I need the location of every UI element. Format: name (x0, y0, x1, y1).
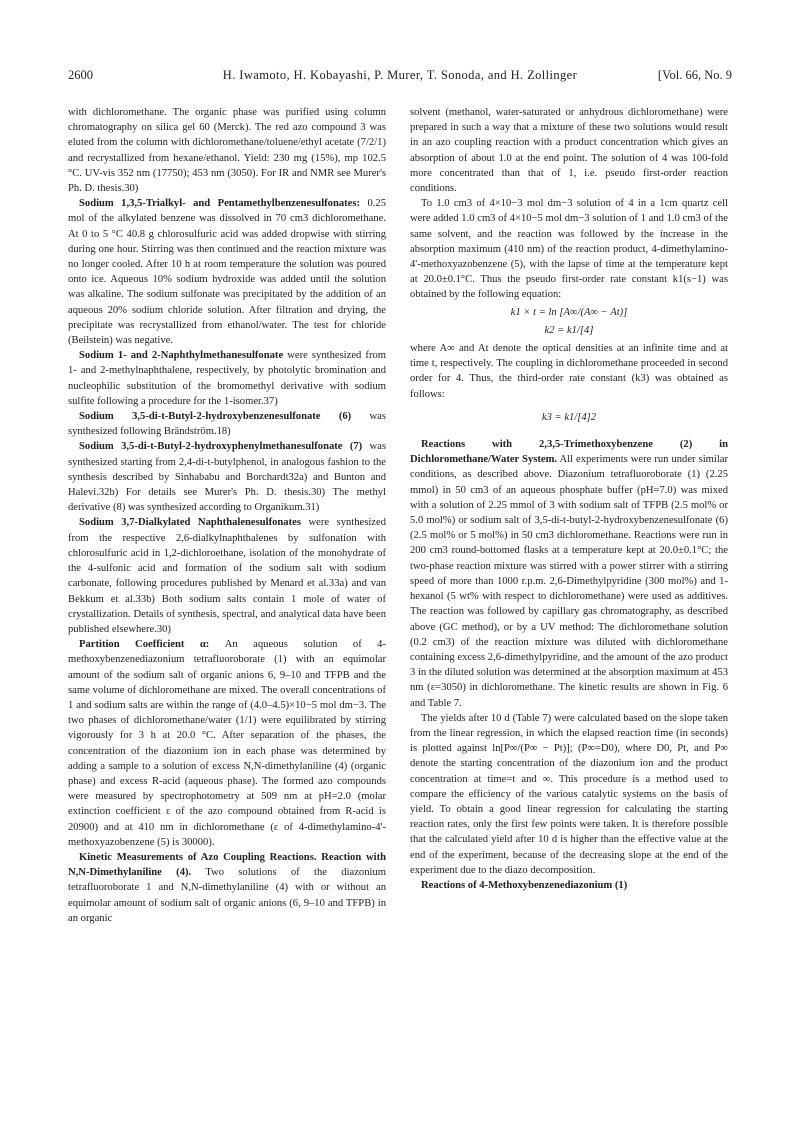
paragraph (68, 850, 386, 926)
section-heading: Kinetic Measurements of Azo Coupling Reactions. Reaction with N,N-Dimethylaniline (4). (68, 851, 386, 879)
paragraph (68, 348, 386, 409)
paragraph (68, 409, 386, 439)
equation: k1 × t = ln [A∞/(A∞ − At)] (510, 306, 628, 318)
equation: k3 = k1/[4]2 (541, 411, 597, 423)
left-column (68, 105, 386, 926)
paragraph (68, 515, 386, 637)
paragraph-body: was synthesized following Brändström.18) (68, 411, 386, 438)
paragraph (68, 439, 386, 515)
section-heading: Reactions with 2,3,5-Trimethoxybenzene (2) in Dichloromethane/Water System. (410, 439, 728, 466)
section-heading: Sodium 3,5-di-t-Butyl-2-hydroxybenzenesulfonate (6) (79, 411, 352, 423)
section-heading: Sodium 1- and 2-Naphthylmethanesulfonate (79, 350, 284, 362)
paragraph-body: were synthesized from 1- and 2-methylnaphthalene, respectively, by photolytic bromination and nucleophilic substitution of the bromomethyl derivative with sodium sulfite following a procedure for the 1-isomer.37) (68, 350, 387, 407)
paragraph-body: was synthesized starting from 2,4-di-t-butylphenol, in analogous fashion to the synthesis described by Sinhababu and Borchardt32a) and Bunton and Halevi.32b) For details see Murer's Ph. D. thesis.30) The methyl derivative (8) was synthesized according to Organikum.31) (68, 441, 387, 514)
paragraph (410, 437, 728, 711)
volume-label: [Vol. 66, No. 9 (657, 68, 732, 82)
section-heading: Sodium 3,5-di-t-Butyl-2-hydroxyphenylmethanesulfonate (7) (79, 441, 363, 453)
paragraph-body: were synthesized from the respective 2,6-dialkylnaphthalenes by sulfonation with chlorosulfuric acid in 1,2-dichloroethane, isolation of the monohydrate of the 4-sulfonic acid and formation of the sodium salt with sodium carbonate, following procedures published by Menard et al.33a) and van Bekkum et al.33b) Both sodium salts contain 1 mole of water of crystallization. Details of synthesis, spectral, and analytical data have been published elsewhere.30) (68, 517, 386, 635)
section-heading: Partition Coefficient α: (79, 639, 210, 651)
paragraph: solvent (methanol, water-saturated or anhydrous dichloromethane) were prepared in such a way that a mixture of these two solutions would result in an azo coupling reaction with a product concentration which gives an absorption of about 1.0 at the end point. The solution of 4 was 100-fold more concentrated than that of 1, i.e. pseudo first-order reaction conditions. (410, 107, 728, 195)
section-heading: Sodium 3,7-Dialkylated Naphthalenesulfonates (79, 517, 301, 529)
paragraph: where A∞ and At denote the optical densities at an infinite time and at time t, respectively. The coupling in dichloromethane proceeded in second order for 4. Thus, the third-order rate constant (k3) was obtained as follows: (410, 343, 728, 400)
paragraph-body: 0.25 mol of the alkylated benzene was dissolved in 70 cm3 dichloromethane. At 0 to 5 °C 40.8 g chlorosulfuric acid was added dropwise with stirring during one hour. Stirring was then continued and the reaction mixture was no longer cooled. After 10 h at room temperature the solution was poured onto ice. Aqueous 10% sodium hydroxide was added until the solution was alkaline. The sodium sulfonate was precipitated by the addition of an aqueous 20% sodium chloride solution. After filtration and drying, the precipitate was recrystallized from ethanol/water. The test for chloride (Beilstein) was negative. (68, 198, 387, 347)
running-head-authors: H. Iwamoto, H. Kobayashi, P. Murer, T. Sonoda, and H. Zollinger (222, 68, 578, 82)
paragraph (68, 196, 386, 348)
section-heading: Sodium 1,3,5-Trialkyl- and Pentamethylbenzenesulfonates: (79, 198, 361, 210)
paragraph: To 1.0 cm3 of 4×10−3 mol dm−3 solution of 4 in a 1cm quartz cell were added 1.0 cm3 of 4×10−5 mol dm−3 solution of 1 and 1.0 cm3 of the same solvent, and the reaction was followed by the increase in the absorption maximum (410 nm) of the reaction product, 4-dimethylamino-4'-methoxyazobenzene (5), with the lapse of time at the temperature kept at 20.0±0.1°C. Thus the pseudo first-order rate constant k1(s−1) was obtained by the following equation: (410, 198, 728, 301)
paragraph-body: All experiments were run under similar conditions, as described above. Diazonium tetrafluoroborate (1) (2.25 mmol) in 50 cm3 of an aqueous phosphate buffer (pH=7.0) was mixed with a solution of 2.25 mmol of 3 with sodium salt of TFPB (2.5 mol% or 5.0 mol%) or sodium salt of 3,5-di-t-butyl-2-hydroxybenzenesulfonate (6) (2.5 mol% or 5 mol%) in 50 cm3 dichloromethane. Reactions were run in 200 cm3 round-bottomed flasks at a temperature kept at 20.0±0.1°C; the two-phase reaction mixture was stirred with a power stirrer with a stirring speed of more than 1000 r.p.m. 2,6-Dimethylpyridine (300 mol%) and 1-hexanol (5 wt% with respect to dichloromethane) were used as additives. The reaction was followed by capillary gas chromatography, as described above (GC method), or by a UV method: The dichloromethane solution (0.2 cm3) of the reaction mixture was diluted with dichloromethane containing excess 2,6-dimethylpyridine, and the amount of the azo product 3 in the diluted solution was determined at the absorption maximum at 453 nm (ε=3050) in dichloromethane. The kinetic results are shown in Fig. 6 and Table 7. (410, 454, 728, 709)
paragraph (410, 878, 728, 893)
paragraph (68, 637, 386, 850)
paragraph-body: Two solutions of the diazonium tetrafluoroborate 1 and N,N-dimethylaniline (4) with or without an equimolar amount of sodium salt of organic anions (6, 9–10 and TFPB) in an organic (68, 867, 386, 924)
page-header (68, 68, 732, 86)
paragraph-body: An aqueous solution of 4-methoxybenzenediazonium tetrafluoroborate (1) with an equimolar amount of the sodium salt of organic anions 6, 9–10 and TFPB and the same volume of dichloromethane are mixed. The overall concentrations of 1 and sodium salts are within the range of (4.0–4.5)×10−5 mol dm−3. The two phases of dichloromethane/water (1/1) were equilibrated by stirring vigorously for 3 h at 20.0 °C. After separation of the phases, the concentration of the diazonium ion in each phase was determined by adding a sample to a solution of excess N,N-dimethylaniline (4) (organic phase) and excess R-acid (aqueous phase). The formed azo compounds were measured by spectrophotometry at 509 nm at pH=2.0 (molar extinction coefficient ε of the azo compound obtained from R-acid is 20900) and at 410 nm in dichloromethane (ε of 4-dimethylamino-4'-methoxyazobenzene (5) is 30000). (68, 639, 386, 848)
equation: k2 = k1/[4] (544, 324, 594, 336)
right-column (410, 105, 728, 893)
paragraph: The yields after 10 d (Table 7) were calculated based on the slope taken from the linear regression, in which the elapsed reaction time (in seconds) is plotted against ln[P∞/(P∞ − Pt)]; (P∞=D0), where D0, Pt, and P∞ denote the starting concentration of the diazonium ion and the product concentration at time=t and ∞. This procedure is a method used to compare the efficiency of the various catalytic systems on the basis of yield. To obtain a good linear regression for calculating the starting reaction rates, only the first few points were taken. It is therefore possible that the calculated yield after 10 d is higher than the effective value at the end of the experiment, because of the decreasing slope at the end of the experiment due to the diazo decomposition. (410, 712, 728, 876)
page-number: 2600 (68, 68, 93, 82)
paragraph: with dichloromethane. The organic phase was purified using column chromatography on silica gel 60 (Merck). The red azo compound 3 was eluted from the column with dichloromethane/toluene/ethyl acetate (7/2/1) and recrystallized from hexane/ethanol. Yield: 230 mg (15%), mp 102.5 °C. UV-vis 352 nm (17750); 453 nm (3050). For IR and NMR see Murer's Ph. D. thesis.30) (68, 107, 386, 195)
section-heading: Reactions of 4-Methoxybenzenediazonium (1) (421, 879, 628, 891)
